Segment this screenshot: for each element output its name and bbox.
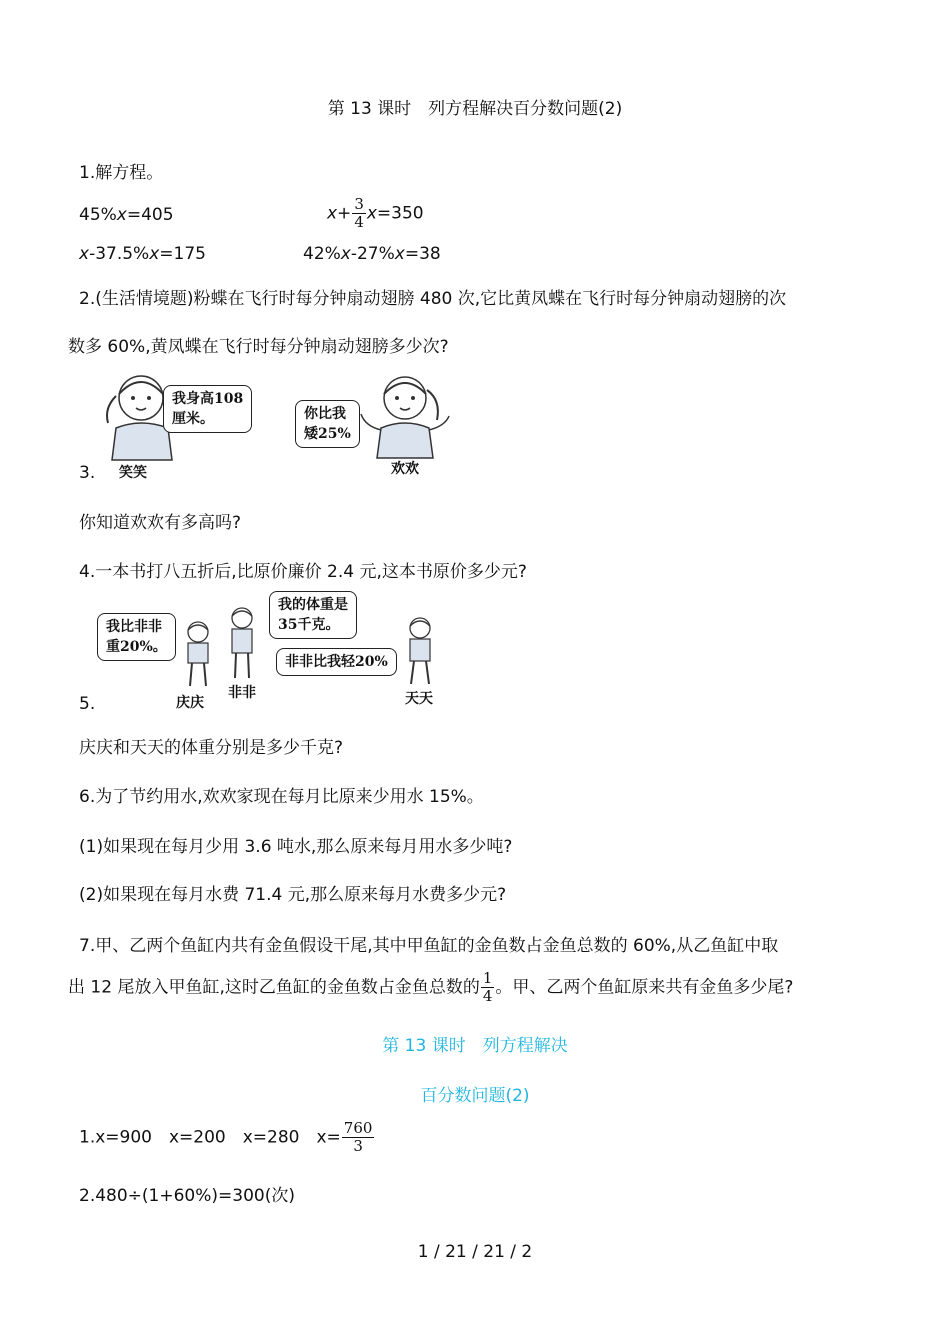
q3-name-right: 欢欢 bbox=[391, 461, 419, 477]
q1-eq2-fraction bbox=[352, 196, 366, 231]
q5-question: 庆庆和天天的体重分别是多少千克? bbox=[79, 738, 344, 758]
q1-eq2-post: x=350 bbox=[366, 203, 424, 224]
q3-bubble-left-line1: 我身高108 bbox=[172, 391, 244, 407]
answer-1 bbox=[79, 1120, 375, 1155]
q5-bubble2-line2: 35千克。 bbox=[278, 617, 340, 633]
q1-eq2-pre: x+ bbox=[327, 203, 352, 224]
answers-title-line2: 百分数问题(2) bbox=[420, 1086, 530, 1106]
q5-name-feifei: 非非 bbox=[228, 685, 256, 701]
q1-eq3: x-37.5%x=175 bbox=[79, 244, 206, 264]
q5-bubble1-line2: 重20%。 bbox=[106, 639, 167, 655]
q3-bubble-left bbox=[163, 385, 252, 433]
girl-huanhuan-illustration bbox=[355, 368, 455, 460]
q5-bubble-tiantian: 非非比我轻20% bbox=[276, 648, 397, 676]
answer-1-den: 3 bbox=[353, 1137, 363, 1155]
q2-line2: 数多 60%,黄凤蝶在飞行时每分钟扇动翅膀多少次? bbox=[68, 337, 449, 357]
q1-eq4: 42%x-27%x=38 bbox=[303, 244, 441, 264]
q7-line2 bbox=[68, 970, 793, 1005]
q7-line1: 7.甲、乙两个鱼缸内共有金鱼假设干尾,其中甲鱼缸的金鱼数占金鱼总数的 60%,从乙鱼缸中取 bbox=[79, 936, 779, 956]
answers-title-line1: 第 13 课时 列方程解决 bbox=[382, 1036, 568, 1056]
q1-eq2-den: 4 bbox=[354, 213, 364, 231]
boy-feifei-illustration bbox=[222, 606, 262, 682]
answer-2: 2.480÷(1+60%)=300(次) bbox=[79, 1186, 295, 1206]
q3-bubble-right-line2: 矮25% bbox=[304, 426, 351, 442]
q5-number: 5. bbox=[79, 694, 96, 714]
q5-name-qingqing: 庆庆 bbox=[176, 695, 204, 711]
q5-bubble2-line1: 我的体重是 bbox=[278, 597, 348, 613]
q7-line2-post: 。甲、乙两个鱼缸原来共有金鱼多少尾? bbox=[495, 977, 794, 998]
q3-question: 你知道欢欢有多高吗? bbox=[79, 513, 242, 533]
q5-bubble1-line1: 我比非非 bbox=[106, 619, 162, 635]
q3-bubble-right-line1: 你比我 bbox=[304, 406, 346, 422]
q3-name-left: 笑笑 bbox=[119, 465, 147, 481]
boy-qingqing-illustration bbox=[178, 620, 218, 690]
q3-number: 3. bbox=[79, 463, 96, 483]
q1-eq2 bbox=[327, 196, 424, 231]
q6-sub2: (2)如果现在每月水费 71.4 元,那么原来每月水费多少元? bbox=[79, 885, 507, 905]
q4-text: 4.一本书打八五折后,比原价廉价 2.4 元,这本书原价多少元? bbox=[79, 562, 527, 582]
q7-line2-pre: 出 12 尾放入甲鱼缸,这时乙鱼缸的金鱼数占金鱼总数的 bbox=[68, 977, 480, 998]
q5-name-tiantian: 天天 bbox=[405, 691, 433, 707]
boy-tiantian-illustration bbox=[398, 616, 442, 688]
q1-eq1: 45%x=405 bbox=[79, 205, 174, 225]
q1-label: 1.解方程。 bbox=[79, 163, 164, 183]
answer-1-num: 760 bbox=[343, 1119, 373, 1137]
page-footer: 1 / 21 / 21 / 2 bbox=[417, 1242, 533, 1262]
page-title: 第 13 课时 列方程解决百分数问题(2) bbox=[327, 99, 623, 119]
q1-eq2-num: 3 bbox=[354, 195, 364, 213]
q2-line1: 2.(生活情境题)粉蝶在飞行时每分钟扇动翅膀 480 次,它比黄凤蝶在飞行时每分钟扇动翅膀的次 bbox=[79, 289, 787, 309]
q5-bubble-feifei bbox=[269, 591, 357, 639]
q3-bubble-right bbox=[295, 400, 360, 448]
q6-sub1: (1)如果现在每月少用 3.6 吨水,那么原来每月用水多少吨? bbox=[79, 837, 513, 857]
answer-1-fraction bbox=[342, 1120, 375, 1155]
q7-fraction bbox=[481, 970, 495, 1005]
q3-bubble-left-line2: 厘米。 bbox=[172, 411, 214, 427]
q5-bubble-qingqing bbox=[97, 613, 176, 661]
q6-text: 6.为了节约用水,欢欢家现在每月比原来少用水 15%。 bbox=[79, 787, 484, 807]
answer-1-pre: 1.x=900 x=200 x=280 x= bbox=[79, 1127, 341, 1148]
q7-frac-num: 1 bbox=[482, 969, 493, 987]
q7-frac-den: 4 bbox=[482, 987, 493, 1005]
